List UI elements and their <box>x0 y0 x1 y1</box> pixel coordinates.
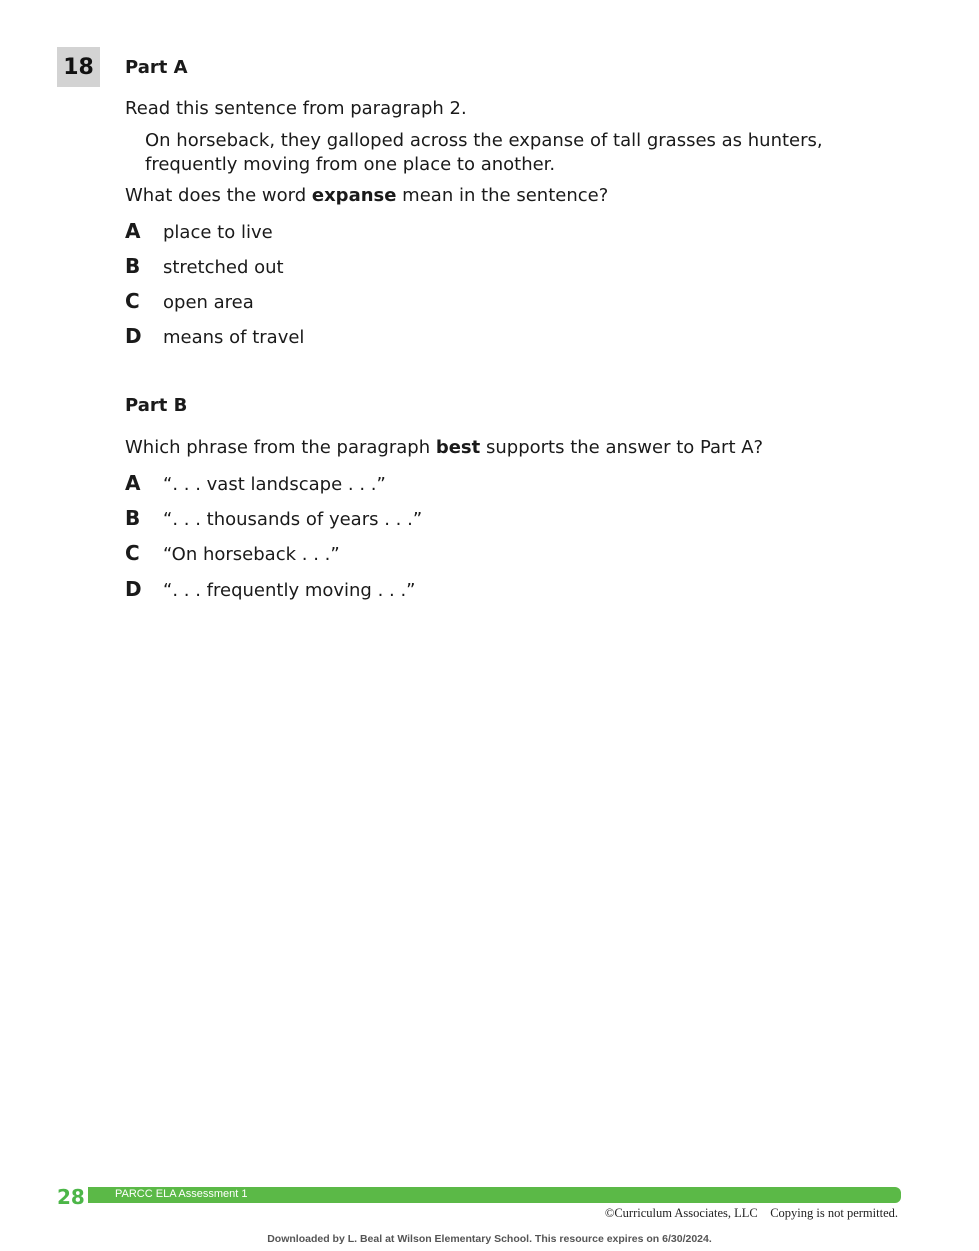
choice-text: “. . . thousands of years . . .” <box>163 509 423 530</box>
part-a-intro: Read this sentence from paragraph 2. <box>125 98 467 119</box>
prompt-keyword: expanse <box>311 185 397 206</box>
part-b-choice-b[interactable] <box>125 506 422 532</box>
page-number: 28 <box>57 1185 85 1209</box>
part-a-title: Part A <box>125 57 188 78</box>
choice-letter: D <box>125 324 142 348</box>
choice-letter: B <box>125 254 141 278</box>
footer-bar <box>88 1187 901 1203</box>
quoted-sentence-line-2: frequently moving from one place to another. <box>145 154 556 175</box>
assessment-label: PARCC ELA Assessment 1 <box>115 1188 248 1200</box>
choice-letter: C <box>125 289 140 313</box>
download-notice: Downloaded by L. Beal at Wilson Elementary School. This resource expires on 6/30/2024. <box>267 1233 712 1245</box>
part-b-prompt <box>125 436 763 460</box>
prompt-text-before: Which phrase from the paragraph <box>125 437 436 458</box>
part-a-prompt <box>125 184 608 208</box>
part-a-choice-c[interactable] <box>125 289 254 315</box>
part-b-choice-a[interactable] <box>125 471 386 497</box>
copyright-notice: ©Curriculum Associates, LLC Copying is not permitted. <box>604 1206 898 1220</box>
question-number: 18 <box>57 47 100 87</box>
part-b-choice-d[interactable] <box>125 577 416 603</box>
part-a-choice-b[interactable] <box>125 254 284 280</box>
choice-letter: A <box>125 219 141 243</box>
part-b-title: Part B <box>125 395 188 416</box>
prompt-text-after: mean in the sentence? <box>396 185 609 206</box>
part-a-choice-d[interactable] <box>125 324 304 350</box>
choice-text: open area <box>163 292 254 313</box>
part-b-choice-c[interactable] <box>125 541 340 567</box>
choice-text: “. . . vast landscape . . .” <box>163 474 386 495</box>
choice-text: stretched out <box>163 257 284 278</box>
prompt-text-after: supports the answer to Part A? <box>480 437 764 458</box>
prompt-keyword: best <box>435 437 481 458</box>
choice-text: “. . . frequently moving . . .” <box>163 580 416 601</box>
choice-letter: A <box>125 471 141 495</box>
choice-letter: C <box>125 541 140 565</box>
part-a-choice-a[interactable] <box>125 219 273 245</box>
choice-text: place to live <box>163 222 273 243</box>
quoted-sentence-line-1: On horseback, they galloped across the expanse of tall grasses as hunters, <box>145 130 823 151</box>
choice-text: means of travel <box>163 327 305 348</box>
prompt-text-before: What does the word <box>125 185 312 206</box>
choice-letter: D <box>125 577 142 601</box>
choice-letter: B <box>125 506 141 530</box>
choice-text: “On horseback . . .” <box>163 544 340 565</box>
